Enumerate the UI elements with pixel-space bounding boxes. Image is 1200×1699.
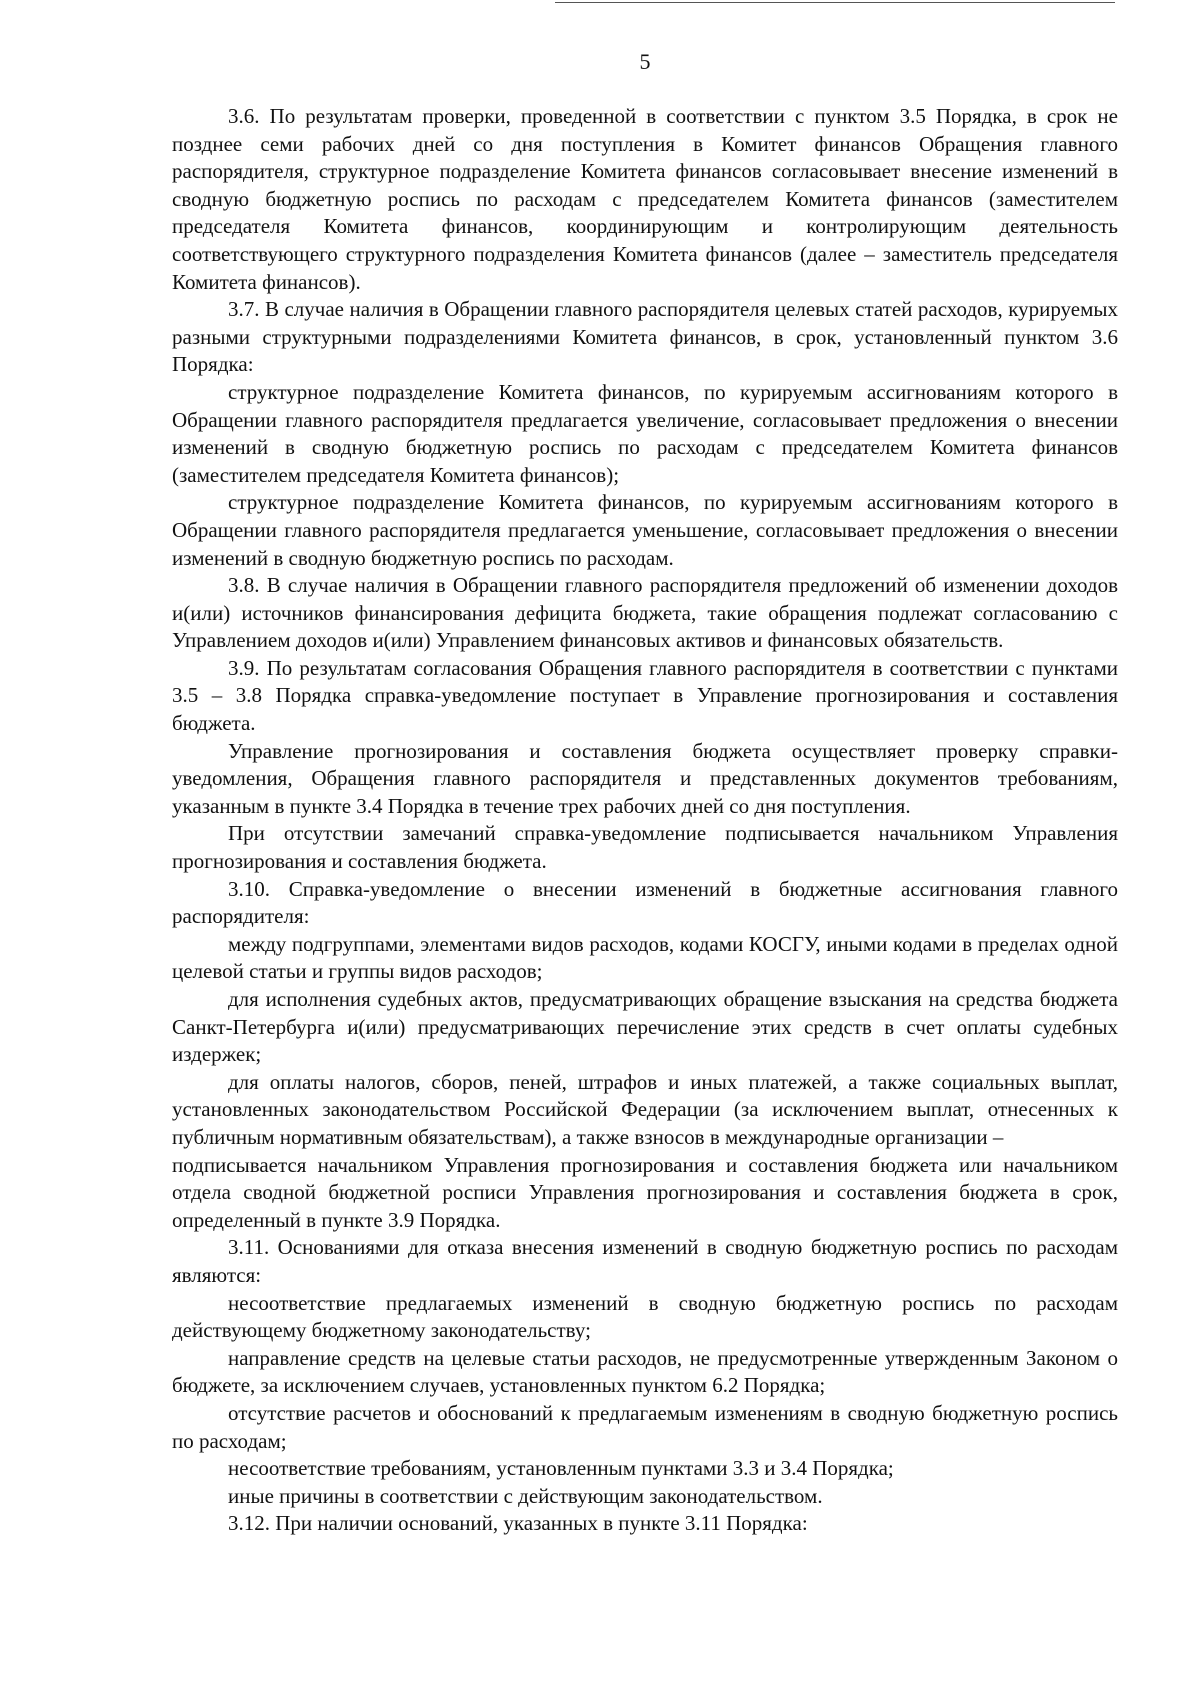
- paragraph-3-9-sign: При отсутствии замечаний справка-уведомление подписывается начальником Управления прогнозирования и составления бюджета.: [172, 821, 1118, 874]
- paragraph-3-10-court: для исполнения судебных актов, предусматривающих обращение взыскания на средства бюджета Санкт-Петербурга и(или) предусматривающих перечисление этих средств в счет оплаты судебных издержек;: [172, 987, 1118, 1067]
- paragraph-3-9-check: Управление прогнозирования и составления бюджета осуществляет проверку справки-уведомления, Обращения главного распорядителя и представленных документов требованиям, указанным в пункте 3.4 Порядка в течение трех рабочих дней со дня поступления.: [172, 738, 1118, 818]
- paragraph-3-11-requirements: несоответствие требованиям, установленным пунктами 3.3 и 3.4 Порядка;: [228, 1456, 894, 1481]
- paragraph-3-8: 3.8. В случае наличия в Обращении главного распорядителя предложений об изменении доходов и(или) источников финансирования дефицита бюджета, такие обращения подлежат согласованию с Управлением доходов и(или) Управлением финансовых активов и финансовых обязательств.: [172, 573, 1118, 653]
- paragraph-3-11: 3.11. Основаниями для отказа внесения изменений в сводную бюджетную роспись по расходам являются:: [172, 1235, 1118, 1287]
- paragraph-3-11-direction: направление средств на целевые статьи расходов, не предусмотренные утвержденным Законом о бюджете, за исключением случаев, установленных пунктом 6.2 Порядка;: [172, 1345, 1118, 1398]
- paragraph-3-7-increase: структурное подразделение Комитета финансов, по курируемым ассигнованиям которого в Обращении главного распорядителя предлагается увеличение, согласовывает предложения о внесении изменений в сводную бюджетную роспись по расходам с председателем Комитета финансов (заместителем председателя Комитета финансов);: [172, 379, 1118, 487]
- paragraph-3-6: 3.6. По результатам проверки, проведенной в соответствии с пунктом 3.5 Порядка, в срок не позднее семи рабочих дней со дня поступления в Комитет финансов Обращения главного распорядителя, структурное подразделение Комитета финансов согласовывает внесение изменений в сводную бюджетную роспись по расходам с председателем Комитета финансов (заместителем председателя Комитета финансов, координирующим и контролирующим деятельность соответствующего структурного подразделения Комитета финансов (далее – заместитель председателя Комитета финансов).: [172, 104, 1118, 294]
- paragraph-3-11-mismatch: несоответствие предлагаемых изменений в сводную бюджетную роспись по расходам действующему бюджетному законодательству;: [172, 1290, 1118, 1343]
- paragraph-3-7: 3.7. В случае наличия в Обращении главного распорядителя целевых статей расходов, курируемых разными структурными подразделениями Комитета финансов, в срок, установленный пунктом 3.6 Порядка:: [172, 297, 1118, 377]
- document-body: [172, 103, 1118, 1538]
- paragraph-3-11-other: иные причины в соответствии с действующим законодательством.: [228, 1483, 823, 1508]
- paragraph-3-10: 3.10. Справка-уведомление о внесении изменений в бюджетные ассигнования главного распорядителя:: [172, 876, 1118, 929]
- paragraph-3-10-taxes: для оплаты налогов, сборов, пеней, штрафов и иных платежей, а также социальных выплат, установленных законодательством Российской Федерации (за исключением выплат, отнесенных к публичным нормативным обязательствам), а также взносов в международные организации –: [172, 1069, 1118, 1149]
- paragraph-3-9: 3.9. По результатам согласования Обращения главного распорядителя в соответствии с пунктами 3.5 – 3.8 Порядка справка-уведомление поступает в Управление прогнозирования и составления бюджета.: [172, 655, 1118, 736]
- paragraph-3-10-subgroups: между подгруппами, элементами видов расходов, кодами КОСГУ, иными кодами в пределах одной целевой статьи и группы видов расходов;: [172, 931, 1118, 984]
- page-number: 5: [639, 49, 651, 74]
- scan-edge-line: [555, 2, 1115, 3]
- paragraph-3-11-no-calc: отсутствие расчетов и обоснований к предлагаемым изменениям в сводную бюджетную роспись по расходам;: [172, 1400, 1118, 1453]
- paragraph-3-7-decrease: структурное подразделение Комитета финансов, по курируемым ассигнованиям которого в Обращении главного распорядителя предлагается уменьшение, согласовывает предложения о внесении изменений в сводную бюджетную роспись по расходам.: [172, 490, 1118, 570]
- paragraph-3-10-signed: подписывается начальником Управления прогнозирования и составления бюджета или начальником отдела сводной бюджетной росписи Управления прогнозирования и составления бюджета в срок, определенный в пункте 3.9 Порядка.: [172, 1152, 1118, 1232]
- paragraph-3-12: 3.12. При наличии оснований, указанных в пункте 3.11 Порядка:: [228, 1511, 808, 1536]
